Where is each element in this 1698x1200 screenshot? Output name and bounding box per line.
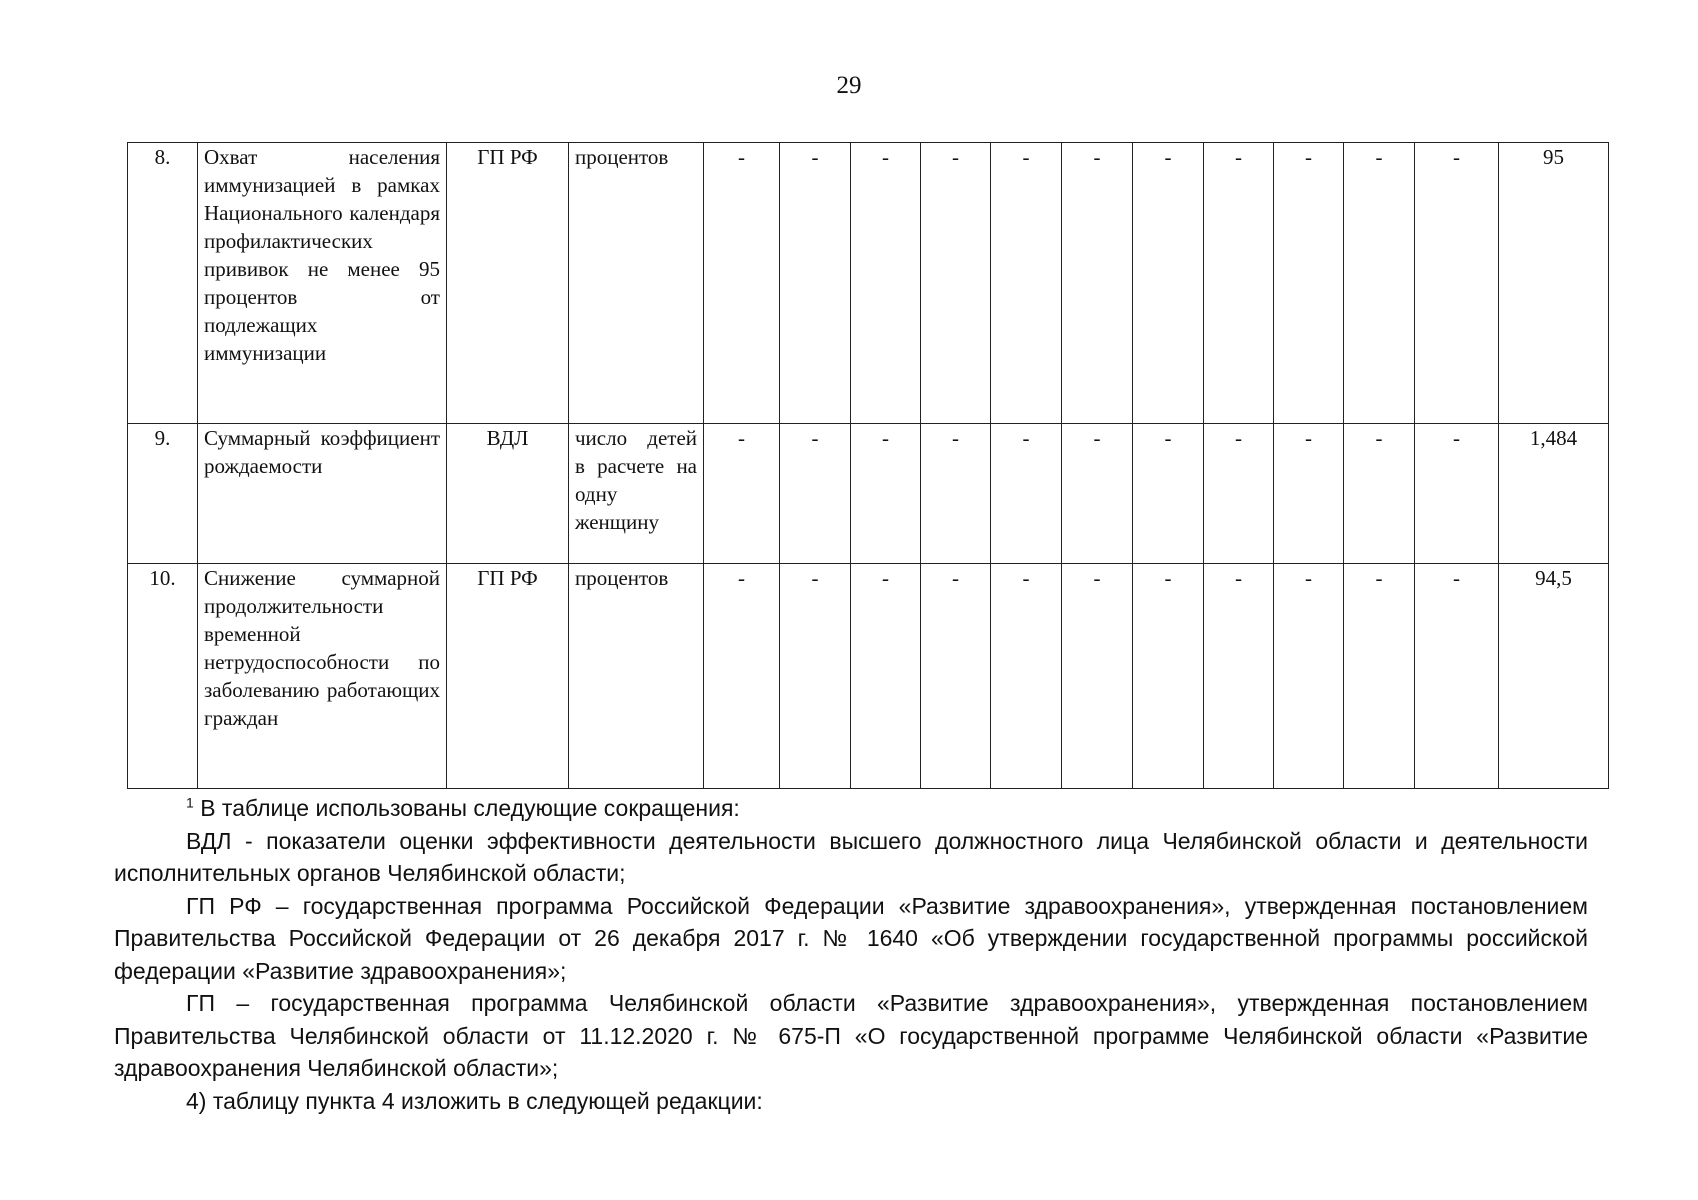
period-cell: -: [704, 424, 780, 564]
period-cell: -: [1344, 564, 1415, 789]
table-row: [128, 143, 1609, 424]
period-cell: -: [704, 564, 780, 789]
footnote-gp: ГП – государственная программа Челябинской области «Развитие здравоохранения», утвержденная постановлением Правительства Челябинской области от 11.12.2020 г. № 675-П «О государственной программе Челябинской области «Развитие здравоохранения Челябинской области»;: [114, 990, 1588, 1081]
footnotes: [114, 792, 1588, 1117]
indicator-name: Снижение суммарной продолжительности временной нетрудоспособности по заболеванию работающих граждан: [198, 564, 447, 789]
row-number: 10.: [128, 564, 198, 789]
target-value: 1,484: [1499, 424, 1609, 564]
period-cell: -: [1204, 424, 1274, 564]
indicator-unit: процентов: [569, 143, 704, 424]
period-cell: -: [851, 564, 921, 789]
period-cell: -: [1133, 564, 1204, 789]
period-cell: -: [1133, 143, 1204, 424]
row-number: 8.: [128, 143, 198, 424]
indicators-table: [127, 142, 1609, 789]
footnote-intro: [114, 792, 1588, 825]
footnote-gp-rf: ГП РФ – государственная программа Российской Федерации «Развитие здравоохранения», утвержденная постановлением Правительства Российской Федерации от 26 декабря 2017 г. № 1640 «Об утверждении государственной программы российской федерации «Развитие здравоохранения»;: [114, 892, 1588, 984]
indicator-source: ГП РФ: [447, 564, 569, 789]
page-number: 29: [836, 72, 862, 99]
period-cell: -: [921, 143, 991, 424]
period-cell: -: [1062, 424, 1133, 564]
period-cell: -: [1274, 564, 1344, 789]
period-cell: -: [1274, 424, 1344, 564]
period-cell: -: [1062, 564, 1133, 789]
period-cell: -: [780, 143, 851, 424]
period-cell: -: [991, 143, 1062, 424]
period-cell: -: [1415, 424, 1499, 564]
target-value: 95: [1499, 143, 1609, 424]
footnote-intro-text: В таблице использованы следующие сокращения:: [200, 795, 740, 821]
period-cell: -: [704, 143, 780, 424]
target-value: 94,5: [1499, 564, 1609, 789]
footnote-vdl: ВДЛ - показатели оценки эффективности деятельности высшего должностного лица Челябинской области и деятельности исполнительных органов Челябинской области;: [114, 827, 1588, 886]
indicator-name: Охват населения иммунизацией в рамках Национального календаря профилактических прививок не менее 95 процентов от подлежащих иммунизации: [198, 143, 447, 424]
period-cell: -: [1274, 143, 1344, 424]
indicator-source: ВДЛ: [447, 424, 569, 564]
row-number: 9.: [128, 424, 198, 564]
table-row: [128, 424, 1609, 564]
period-cell: -: [1344, 143, 1415, 424]
indicator-unit: процентов: [569, 564, 704, 789]
period-cell: -: [991, 424, 1062, 564]
period-cell: -: [991, 564, 1062, 789]
footnote-marker: 1: [186, 794, 194, 811]
period-cell: -: [1204, 564, 1274, 789]
table-row: [128, 564, 1609, 789]
period-cell: -: [851, 424, 921, 564]
period-cell: -: [1415, 143, 1499, 424]
indicator-source: ГП РФ: [447, 143, 569, 424]
indicator-unit: число детей в расчете на одну женщину: [569, 424, 704, 564]
period-cell: -: [1344, 424, 1415, 564]
period-cell: -: [921, 564, 991, 789]
period-cell: -: [1062, 143, 1133, 424]
period-cell: -: [780, 564, 851, 789]
item-4-instruction: 4) таблицу пункта 4 изложить в следующей редакции:: [186, 1087, 763, 1114]
indicator-name: Суммарный коэффициент рождаемости: [198, 424, 447, 564]
period-cell: -: [1415, 564, 1499, 789]
period-cell: -: [780, 424, 851, 564]
period-cell: -: [1133, 424, 1204, 564]
period-cell: -: [921, 424, 991, 564]
period-cell: -: [851, 143, 921, 424]
period-cell: -: [1204, 143, 1274, 424]
